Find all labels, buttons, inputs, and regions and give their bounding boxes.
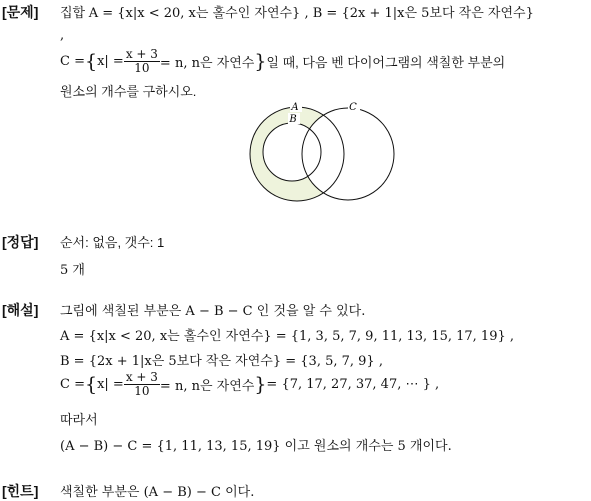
solution-line-6: (A − B) − C = {1, 11, 13, 15, 19} 이고 원소의 개수는 5 개이다.: [60, 439, 452, 454]
sol-brace-close: }: [254, 373, 267, 396]
set-definitions-ab: A = {x|x < 20, x는 홀수인 자연수} , B = {2x + 1|x은 5보다 작은 자연수}: [88, 6, 534, 21]
venn-diagram: [245, 95, 395, 210]
problem-label: [문제]: [2, 4, 39, 20]
problem-line-2: ,: [60, 28, 65, 43]
solution-label: [해설]: [2, 302, 39, 318]
solution-line-1: 그림에 색칠된 부분은 A − B − C 인 것을 알 수 있다.: [60, 304, 366, 319]
sol-c-mid1: x| =: [97, 377, 124, 392]
solution-line-4: [60, 371, 439, 398]
set-c-prefix: C =: [60, 54, 85, 69]
label-a: A: [291, 102, 299, 113]
fraction: [124, 48, 160, 75]
set-c-mid2: = n, n은 자연수: [159, 56, 255, 71]
answer-line-2: 5 개: [60, 263, 85, 278]
answer-line-1: 순서: 없음, 갯수: 1: [60, 235, 165, 250]
solution-line-5: 따라서: [60, 412, 98, 427]
sol-c-rest: = {7, 17, 27, 37, 47, ⋯ } ,: [266, 377, 440, 392]
label-c: C: [349, 102, 357, 113]
answer-label: [정답]: [2, 234, 39, 250]
problem-question: 일 때, 다음 벤 다이어그램의 색칠한 부분의: [266, 55, 506, 70]
brace-close: }: [254, 50, 267, 73]
problem-line-4: 원소의 개수를 구하시오.: [60, 84, 197, 99]
problem-intro: 집합: [60, 5, 89, 20]
problem-line-3: [60, 48, 505, 75]
sol-c-mid2: = n, n은 자연수: [159, 379, 255, 394]
set-c-mid1: x| =: [97, 54, 124, 69]
label-b: B: [289, 114, 297, 125]
solution-line-3: B = {2x + 1|x은 5보다 작은 자연수} = {3, 5, 7, 9} ,: [60, 354, 383, 369]
hint-label: [힌트]: [2, 483, 39, 499]
fraction-denominator: 10: [124, 61, 160, 75]
sol-c-prefix: C =: [60, 377, 85, 392]
problem-line-1: [60, 2, 534, 21]
brace-open: {: [84, 50, 98, 73]
sol-brace-open: {: [84, 373, 98, 396]
solution-line-2: A = {x|x < 20, x는 홀수인 자연수} = {1, 3, 5, 7, 9, 11, 13, 15, 17, 19} ,: [60, 329, 515, 344]
sol-fraction-denominator: 10: [124, 384, 160, 398]
fraction-numerator: x + 3: [125, 47, 158, 61]
sol-fraction: [124, 371, 160, 398]
sol-fraction-numerator: x + 3: [125, 370, 158, 384]
hint-line-1: 색칠한 부분은 (A − B) − C 이다.: [60, 485, 255, 500]
